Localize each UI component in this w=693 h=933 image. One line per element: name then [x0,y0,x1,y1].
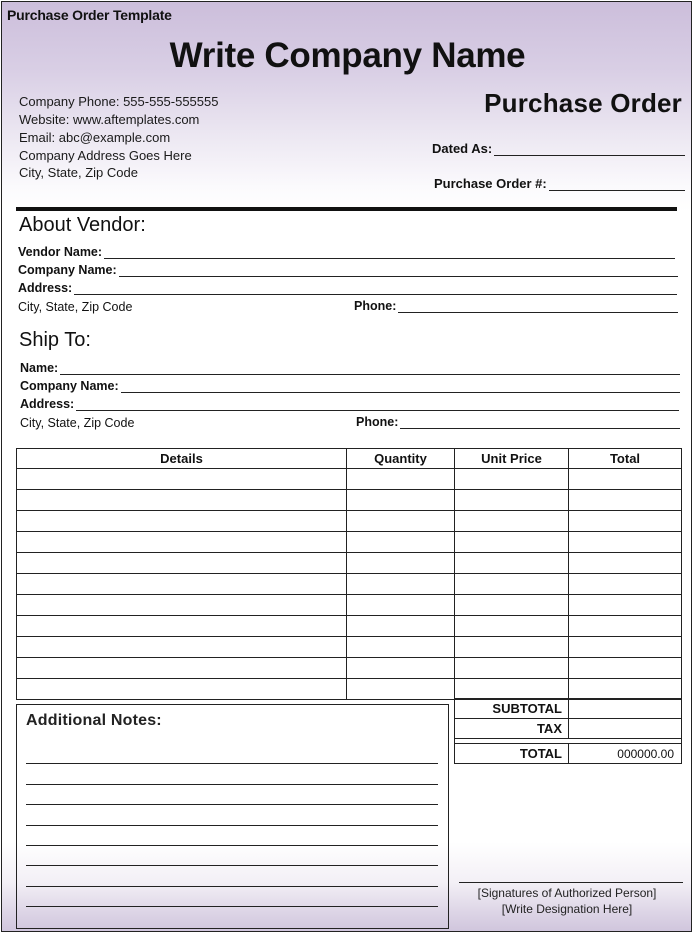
cell-unit-price[interactable] [455,469,569,490]
cell-quantity[interactable] [347,532,455,553]
ship-to-city-state-zip[interactable]: City, State, Zip Code [20,416,135,430]
ship-to-name-input[interactable] [60,364,680,375]
cell-quantity[interactable] [347,679,455,700]
cell-quantity[interactable] [347,658,455,679]
table-row [17,679,682,700]
cell-quantity[interactable] [347,574,455,595]
cell-unit-price[interactable] [455,490,569,511]
additional-notes-title: Additional Notes: [26,712,162,729]
vendor-address-field[interactable] [18,281,677,295]
dated-as-field[interactable] [432,141,685,156]
ship-to-name-label: Name: [20,361,59,375]
cell-details[interactable] [17,553,347,574]
cell-unit-price[interactable] [455,574,569,595]
header-quantity: Quantity [347,449,455,469]
cell-total[interactable] [569,679,682,700]
cell-quantity[interactable] [347,637,455,658]
table-row [17,532,682,553]
header-unit-price: Unit Price [455,449,569,469]
company-phone[interactable]: Company Phone: 555-555-555555 [19,94,219,109]
note-line[interactable] [26,763,438,764]
po-number-label: Purchase Order #: [434,176,547,191]
cell-total[interactable] [569,490,682,511]
header-divider [16,207,677,211]
ship-to-company-name-input[interactable] [121,382,680,393]
cell-details[interactable] [17,574,347,595]
vendor-company-name-input[interactable] [119,266,678,277]
cell-quantity[interactable] [347,616,455,637]
table-row [17,553,682,574]
vendor-name-label: Vendor Name: [18,245,103,259]
table-row [17,658,682,679]
ship-to-phone-label: Phone: [356,415,399,429]
cell-details[interactable] [17,595,347,616]
cell-total[interactable] [569,658,682,679]
dated-as-label: Dated As: [432,141,493,156]
purchase-order-page [1,1,692,932]
vendor-company-name-label: Company Name: [18,263,117,277]
ship-to-address-field[interactable] [20,397,679,411]
total-label: TOTAL [455,744,569,764]
cell-total[interactable] [569,469,682,490]
signature-line[interactable] [459,882,683,883]
cell-total[interactable] [569,616,682,637]
subtotal-label: SUBTOTAL [455,699,569,719]
cell-quantity[interactable] [347,553,455,574]
additional-notes-box[interactable] [16,704,449,929]
header-total: Total [569,449,682,469]
tax-label: TAX [455,719,569,739]
cell-quantity[interactable] [347,511,455,532]
cell-details[interactable] [17,616,347,637]
company-website[interactable]: Website: www.aftemplates.com [19,112,200,127]
cell-total[interactable] [569,637,682,658]
ship-to-company-name-field[interactable] [20,379,680,393]
vendor-city-state-zip[interactable]: City, State, Zip Code [18,300,133,314]
vendor-name-field[interactable] [18,245,675,259]
cell-unit-price[interactable] [455,616,569,637]
vendor-phone-input[interactable] [398,302,678,313]
po-number-field[interactable] [434,176,685,191]
note-line[interactable] [26,845,438,846]
cell-total[interactable] [569,595,682,616]
note-line[interactable] [26,865,438,866]
cell-unit-price[interactable] [455,595,569,616]
cell-quantity[interactable] [347,490,455,511]
vendor-address-label: Address: [18,281,73,295]
vendor-section-title: About Vendor: [19,214,146,236]
table-row [17,637,682,658]
table-row [17,511,682,532]
cell-unit-price[interactable] [455,658,569,679]
cell-quantity[interactable] [347,595,455,616]
subtotal-value[interactable] [569,699,682,719]
ship-to-company-name-label: Company Name: [20,379,119,393]
signature-label: [Signatures of Authorized Person] [477,886,657,900]
cell-details[interactable] [17,637,347,658]
company-address[interactable]: Company Address Goes Here [19,148,192,163]
items-table-header [17,449,682,469]
header-details: Details [17,449,347,469]
table-row [17,469,682,490]
note-line[interactable] [26,784,438,785]
cell-details[interactable] [17,658,347,679]
company-name[interactable]: Write Company Name [169,36,526,75]
cell-total[interactable] [569,574,682,595]
vendor-address-input[interactable] [74,284,677,295]
tax-value[interactable] [569,719,682,739]
cell-unit-price[interactable] [455,511,569,532]
cell-unit-price[interactable] [455,679,569,700]
table-row [17,490,682,511]
dated-as-input[interactable] [494,145,685,156]
cell-unit-price[interactable] [455,637,569,658]
cell-unit-price[interactable] [455,532,569,553]
total-value[interactable]: 000000.00 [569,744,682,764]
purchase-order-heading: Purchase Order [484,88,682,118]
cell-quantity[interactable] [347,469,455,490]
tax-row [455,719,682,739]
ship-to-address-label: Address: [20,397,75,411]
ship-to-section-title: Ship To: [19,329,91,351]
ship-to-phone-input[interactable] [400,418,680,429]
table-row [17,595,682,616]
table-row [17,616,682,637]
subtotal-row [455,699,682,719]
cell-details[interactable] [17,511,347,532]
totals-table [454,698,682,764]
cell-total[interactable] [569,553,682,574]
note-line[interactable] [26,886,438,887]
note-line[interactable] [26,825,438,826]
note-line[interactable] [26,906,438,907]
cell-details[interactable] [17,490,347,511]
cell-details[interactable] [17,532,347,553]
document-title: Purchase Order Template [7,7,172,23]
vendor-phone-label: Phone: [354,299,397,313]
po-number-input[interactable] [549,180,685,191]
ship-to-name-field[interactable] [20,361,680,375]
vendor-phone-field[interactable] [354,299,678,313]
designation-label[interactable]: [Write Designation Here] [501,902,633,916]
ship-to-address-input[interactable] [76,400,679,411]
table-row [17,574,682,595]
company-city-state-zip[interactable]: City, State, Zip Code [19,165,138,180]
cell-details[interactable] [17,679,347,700]
cell-details[interactable] [17,469,347,490]
cell-total[interactable] [569,511,682,532]
ship-to-phone-field[interactable] [356,415,680,429]
cell-unit-price[interactable] [455,553,569,574]
total-row [455,744,682,764]
vendor-company-name-field[interactable] [18,263,678,277]
vendor-name-input[interactable] [104,248,675,259]
cell-total[interactable] [569,532,682,553]
company-email[interactable]: Email: abc@example.com [19,130,171,145]
note-line[interactable] [26,804,438,805]
items-table [16,448,682,700]
